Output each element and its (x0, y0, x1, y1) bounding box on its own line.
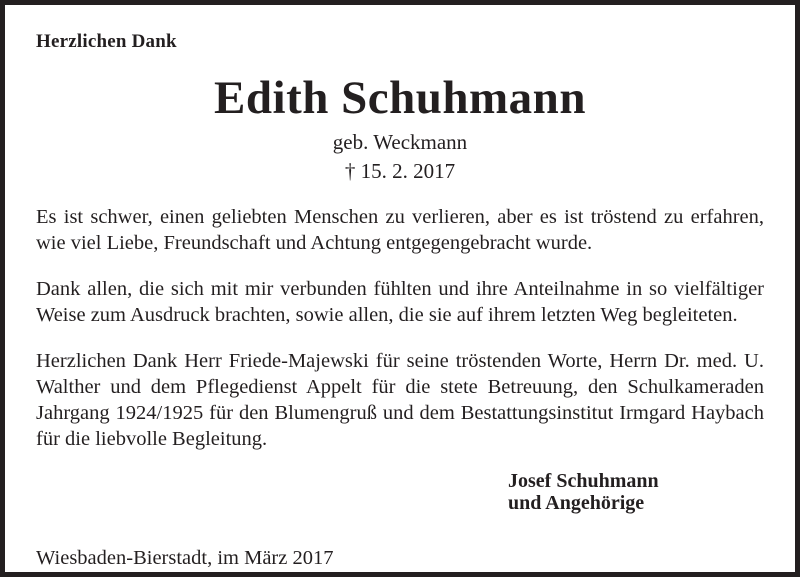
signature-relatives: und Angehörige (508, 492, 645, 515)
death-date: † 15. 2. 2017 (344, 159, 456, 184)
signature-block (508, 470, 764, 514)
notice-content (5, 5, 795, 572)
paragraph-thanks-specific: Herzlichen Dank Herr Friede-Majewski für seine tröstenden Worte, Herrn Dr. med. U. Walther und dem Pflegedienst Appelt für die stete Betreuung, den Schulkameraden Jahrgang 1924/1925 für den Blumengruß und dem Bestattungsinstitut Irmgard Haybach für die liebvolle Begleitung. (36, 350, 764, 451)
deceased-name: Edith Schuhmann (214, 72, 586, 124)
paragraph-condolence: Es ist schwer, einen geliebten Menschen zu verlieren, aber es ist tröstend zu erfahren, wie viel Liebe, Freundschaft und Achtung entgegengebracht wurde. (36, 206, 764, 255)
place-date: Wiesbaden-Bierstadt, im März 2017 (36, 547, 334, 570)
thanks-header: Herzlichen Dank (36, 31, 177, 52)
maiden-name: geb. Weckmann (332, 130, 468, 154)
paragraph-thanks-general: Dank allen, die sich mit mir verbunden fühlten und ihre Anteilnahme in so vielfältiger Weise zum Ausdruck brachten, sowie allen, die sie auf ihrem letzten Weg begleiteten. (36, 278, 764, 327)
signature-name: Josef Schuhmann (508, 470, 659, 493)
